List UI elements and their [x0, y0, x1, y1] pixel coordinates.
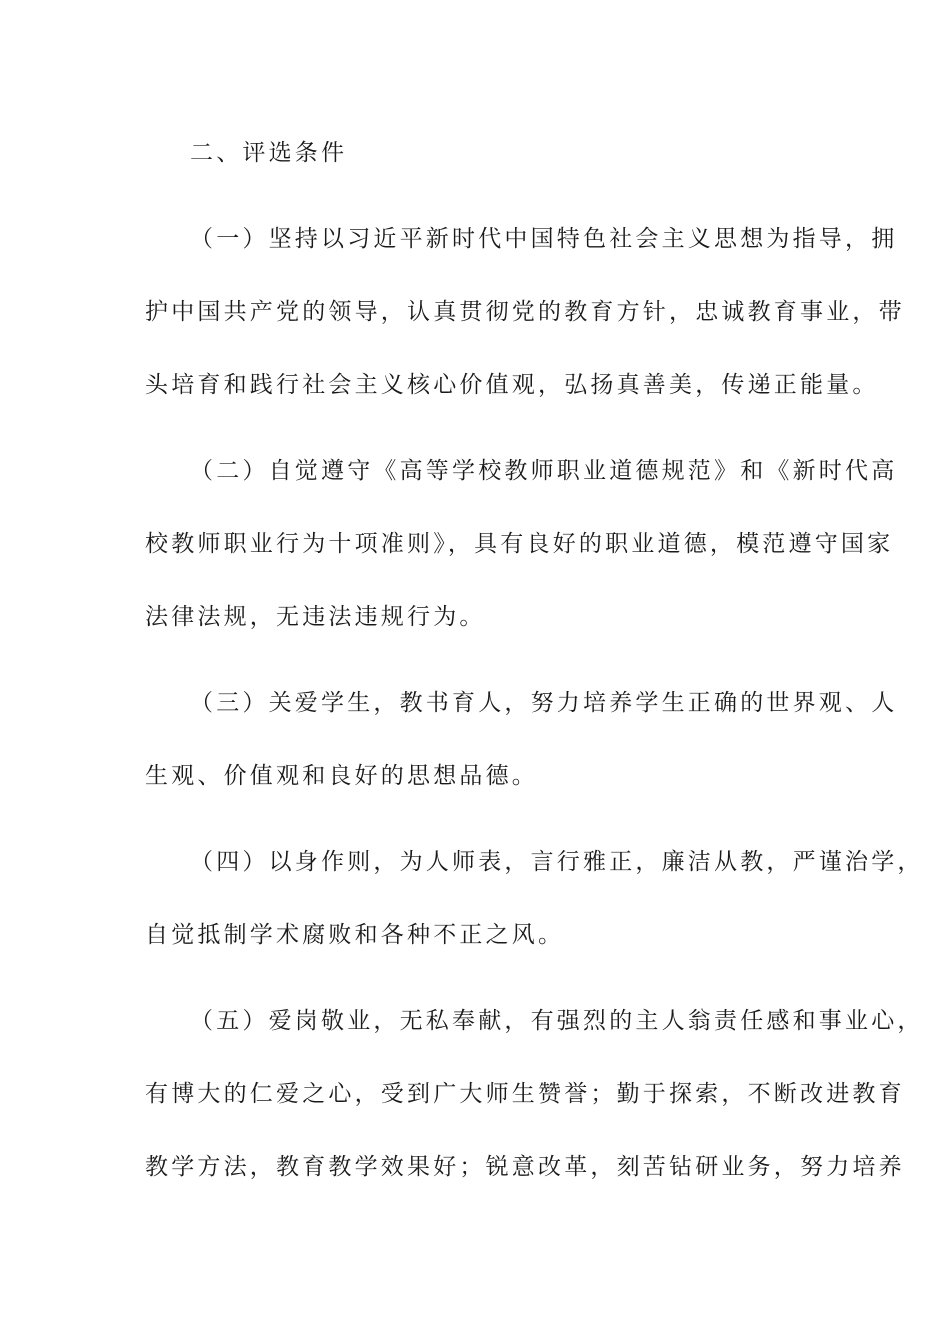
- criterion-2-line-2: 校教师职业行为十项准则》，具有良好的职业道德，模范遵守国家: [145, 531, 894, 557]
- criterion-3-line-1: （三）关爱学生，教书育人，努力培养学生正确的世界观、人: [190, 690, 898, 716]
- criterion-5-line-3: 教学方法，教育教学效果好；锐意改革，刻苦钻研业务，努力培养: [145, 1154, 905, 1180]
- criterion-4-line-1: （四）以身作则，为人师表，言行雅正，廉洁从教，严谨治学，: [190, 849, 924, 875]
- criterion-4-line-2: 自觉抵制学术腐败和各种不正之风。: [145, 922, 565, 948]
- section-heading: 二、评选条件: [190, 140, 348, 166]
- criterion-1-line-2: 护中国共产党的领导，认真贯彻党的教育方针，忠诚教育事业，带: [145, 299, 905, 325]
- criterion-5-line-1: （五）爱岗敬业，无私奉献，有强烈的主人翁责任感和事业心，: [190, 1008, 924, 1034]
- criterion-3-line-2: 生观、价值观和良好的思想品德。: [145, 763, 538, 789]
- criterion-1-line-3: 头培育和践行社会主义核心价值观，弘扬真善美，传递正能量。: [145, 372, 879, 398]
- criterion-5-line-2: 有博大的仁爱之心，受到广大师生赞誉；勤于探索，不断改进教育: [145, 1081, 905, 1107]
- criterion-2-line-1: （二）自觉遵守《高等学校教师职业道德规范》和《新时代高: [190, 458, 898, 484]
- criterion-2-line-3: 法律法规，无违法违规行为。: [145, 604, 486, 630]
- criterion-1-line-1: （一）坚持以习近平新时代中国特色社会主义思想为指导，拥: [190, 226, 898, 252]
